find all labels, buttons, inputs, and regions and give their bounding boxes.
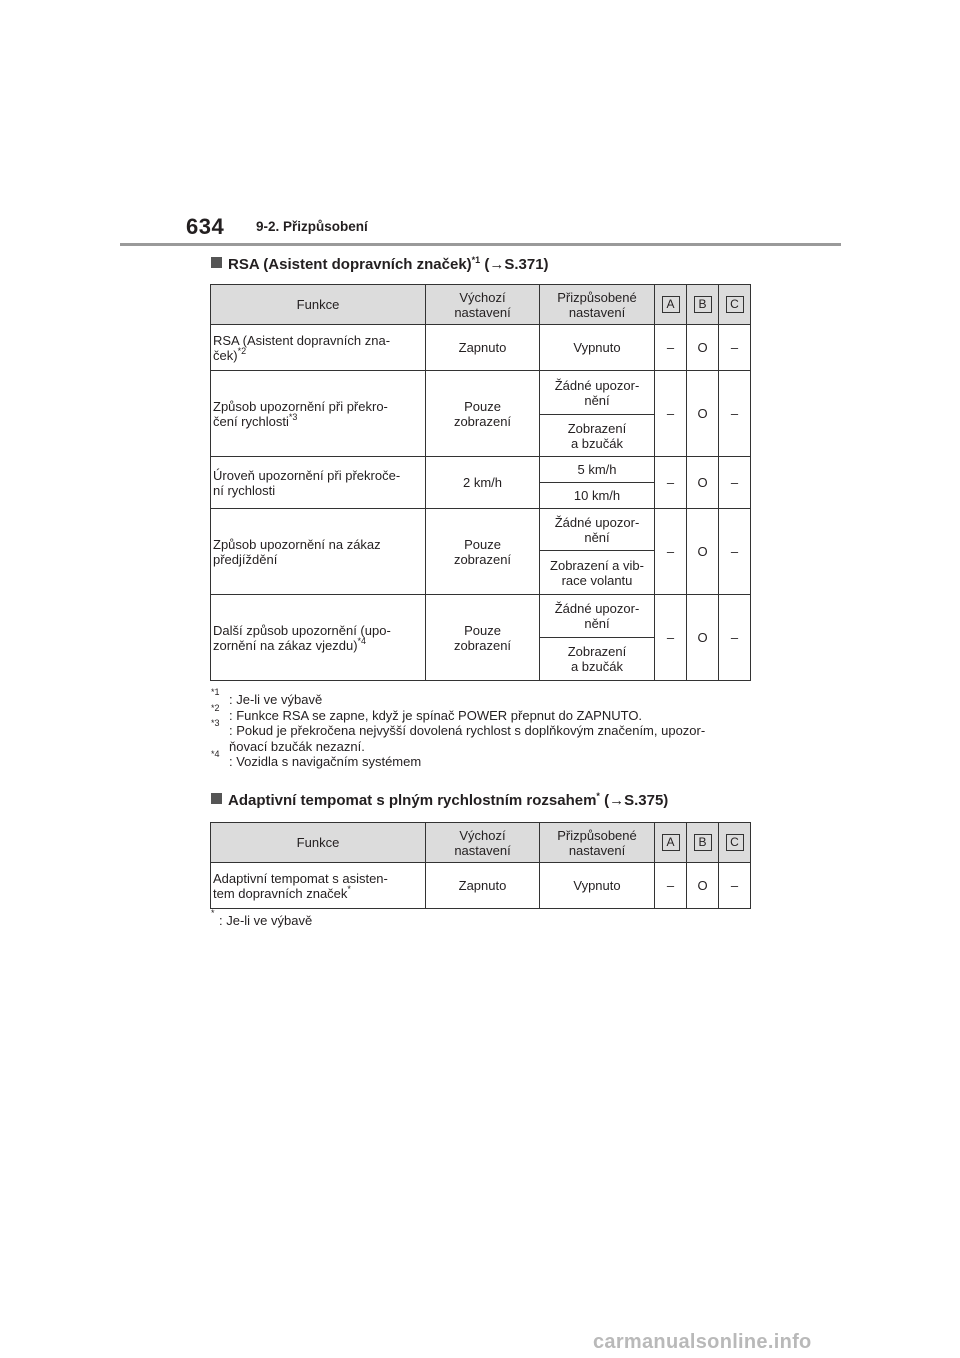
option-cell: Vypnuto <box>540 863 655 909</box>
c-cell: – <box>719 325 751 371</box>
page-number: 634 <box>186 214 225 239</box>
c-cell: – <box>719 863 751 909</box>
c-cell: – <box>719 371 751 457</box>
c-cell: – <box>719 509 751 595</box>
col-vychozi: Výchozí nastavení <box>426 285 540 325</box>
function-cell: RSA (Asistent dopravních zna- ček)$^{*2}$ <box>211 325 426 371</box>
table-row <box>211 371 751 415</box>
col-a <box>655 823 687 863</box>
option-cell: Zobrazení a bzučák <box>540 415 655 457</box>
option-cell: Žádné upozor- nění <box>540 371 655 415</box>
c-cell: – <box>719 457 751 509</box>
default-cell: Zapnuto <box>426 863 540 909</box>
col-prizpusobene: Přizpůsobené nastavení <box>540 823 655 863</box>
option-cell: 10 km/h <box>540 483 655 509</box>
b-cell: O <box>687 325 719 371</box>
b-cell: O <box>687 371 719 457</box>
b-cell: O <box>687 863 719 909</box>
table-row <box>211 863 751 909</box>
table-row <box>211 325 751 371</box>
rsa-heading: RSA (Asistent dopravních značek)$^{*1}$ (→S.371) <box>211 256 549 273</box>
option-cell: Zobrazení a bzučák <box>540 638 655 681</box>
function-cell: Způsob upozornění na zákaz předjíždění <box>211 509 426 595</box>
a-cell: – <box>655 509 687 595</box>
a-cell: – <box>655 371 687 457</box>
footnote: *3 : Pokud je překročena nejvyšší dovolená rychlost s doplňkovým značením, upozor- ňovací bzučák nezazní. <box>211 718 706 754</box>
default-cell: 2 km/h <box>426 457 540 509</box>
acc-settings-table <box>210 822 751 909</box>
acc-page-reference[interactable]: (→S.375) <box>604 792 669 809</box>
header-rule <box>120 243 841 246</box>
watermark: carmanualsonline.info <box>593 1331 812 1353</box>
function-cell: Adaptivní tempomat s asisten- tem dopravních značek* <box>211 863 426 909</box>
section-title: 9-2. Přizpůsobení <box>256 219 368 234</box>
col-vychozi: Výchozí nastavení <box>426 823 540 863</box>
a-box-icon: A <box>662 834 680 851</box>
a-cell: – <box>655 595 687 681</box>
default-cell: Zapnuto <box>426 325 540 371</box>
footnote: * : Je-li ve výbavě <box>211 908 313 928</box>
col-a <box>655 285 687 325</box>
option-cell: Žádné upozor- nění <box>540 509 655 551</box>
c-box-icon: C <box>726 296 744 313</box>
square-bullet-icon <box>211 257 222 268</box>
col-funkce: Funkce <box>211 285 426 325</box>
default-cell: Pouze zobrazení <box>426 371 540 457</box>
option-cell: Zobrazení a vib- race volantu <box>540 551 655 595</box>
a-box-icon: A <box>662 296 680 313</box>
b-cell: O <box>687 457 719 509</box>
acc-heading: Adaptivní tempomat s plným rychlostním rozsahem* (→S.375) <box>211 792 668 809</box>
table-row <box>211 457 751 483</box>
col-c <box>719 823 751 863</box>
a-cell: – <box>655 325 687 371</box>
a-cell: – <box>655 457 687 509</box>
a-cell: – <box>655 863 687 909</box>
b-cell: O <box>687 509 719 595</box>
b-box-icon: B <box>694 834 712 851</box>
col-c <box>719 285 751 325</box>
col-prizpusobene: Přizpůsobené nastavení <box>540 285 655 325</box>
function-cell: Úroveň upozornění při překroče- ní rychlosti <box>211 457 426 509</box>
col-funkce: Funkce <box>211 823 426 863</box>
rsa-page-reference[interactable]: (→S.371) <box>484 256 549 273</box>
b-cell: O <box>687 595 719 681</box>
table-row <box>211 595 751 638</box>
function-cell: Způsob upozornění při překro- čení rychlosti$^{*3}$ <box>211 371 426 457</box>
rsa-footnotes <box>211 687 751 770</box>
square-bullet-icon <box>211 793 222 804</box>
function-cell: Další způsob upozornění (upo- zornění na zákaz vjezdu)$^{*4}$ <box>211 595 426 681</box>
c-cell: – <box>719 595 751 681</box>
c-box-icon: C <box>726 834 744 851</box>
col-b <box>687 823 719 863</box>
default-cell: Pouze zobrazení <box>426 509 540 595</box>
acc-footnotes <box>211 908 313 929</box>
default-cell: Pouze zobrazení <box>426 595 540 681</box>
b-box-icon: B <box>694 296 712 313</box>
option-cell: Vypnuto <box>540 325 655 371</box>
footnote: *2 : Funkce RSA se zapne, když je spínač POWER přepnut do ZAPNUTO. <box>211 702 643 723</box>
option-cell: Žádné upozor- nění <box>540 595 655 638</box>
option-cell: 5 km/h <box>540 457 655 483</box>
rsa-settings-table <box>210 284 751 681</box>
footnote: *1 : Je-li ve výbavě <box>211 687 323 707</box>
table-row <box>211 509 751 551</box>
col-b <box>687 285 719 325</box>
footnote: *4 : Vozidla s navigačním systémem <box>211 749 422 769</box>
